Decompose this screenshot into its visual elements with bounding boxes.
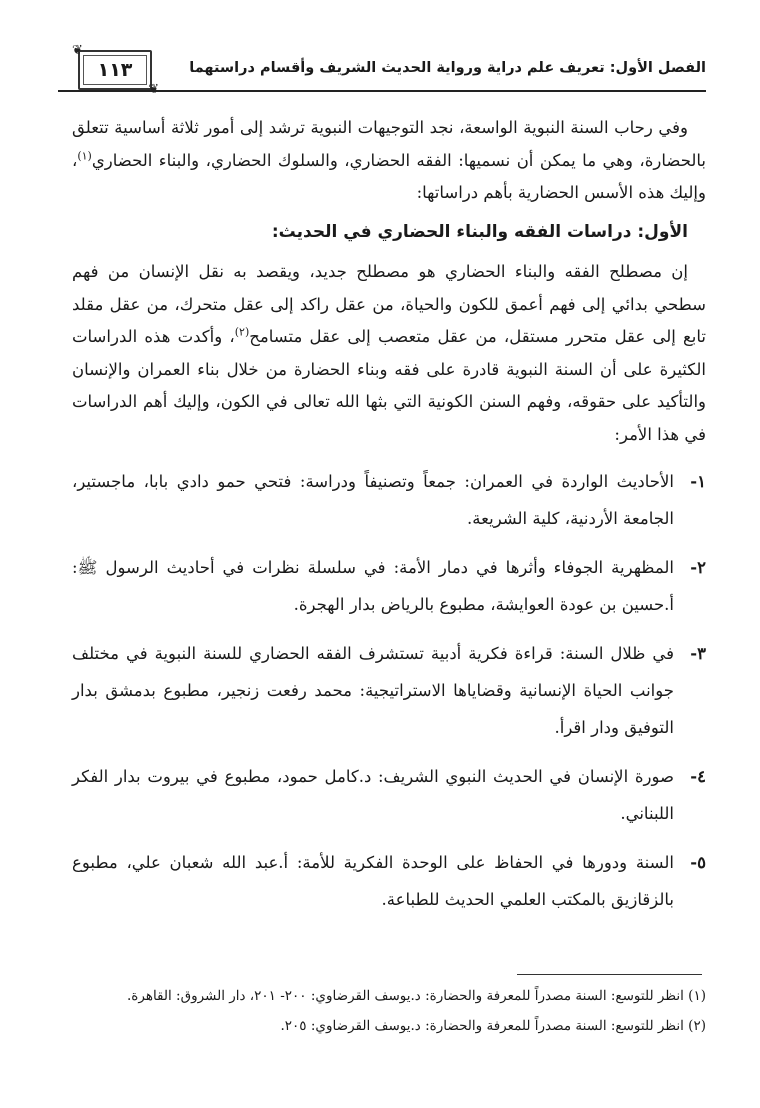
item-number: ١- <box>690 472 706 491</box>
list-item <box>72 635 706 746</box>
item-number: ٢- <box>690 558 706 577</box>
footnote-ref-2: (٢) <box>234 325 250 339</box>
body-paragraph <box>72 256 706 451</box>
page-number-box <box>72 43 152 90</box>
footnote-ref-1: (١) <box>77 149 92 162</box>
body-text-continued: ، وأكدت هذه الدراسات الكثيرة على أن السنة النبوية قادرة على فقه وبناء الحضارة من خلال بناء العمران والإنسان والتأكيد على حقوقه، وفهم السنن الكونية التي بثها الله تعالى في الكون، وإليك أهم الدراسات في هذا الأمر: <box>72 327 706 444</box>
page-number: ١١٣ <box>97 59 133 81</box>
footnotes <box>58 984 706 1044</box>
page-header <box>58 43 706 92</box>
list-item <box>72 844 706 918</box>
list-item <box>72 758 706 832</box>
footnote-2: (٢) انظر للتوسع: السنة مصدراً للمعرفة والحضارة: د.يوسف القرضاوي: ٢٠٥. <box>280 1018 706 1034</box>
list-item <box>72 549 706 623</box>
item-number: ٤- <box>690 767 706 786</box>
corner-ornament-icon: ❦ <box>72 43 83 58</box>
studies-list <box>72 463 706 918</box>
item-text: الأحاديث الواردة في العمران: جمعاً وتصنيفاً ودراسة: فتحي حمو دادي بابا، ماجستير، الجامعة الأردنية، كلية الشريعة. <box>72 472 674 528</box>
intro-text-continued: ، وإليك هذه الأسس الحضارية بأهم دراساتها: <box>72 150 706 202</box>
item-number: ٣- <box>690 644 706 663</box>
footnote-1: (١) انظر للتوسع: السنة مصدراً للمعرفة والحضارة: د.يوسف القرضاوي: ٢٠٠- ٢٠١، دار الشروق: القاهرة. <box>127 988 706 1004</box>
item-text: السنة ودورها في الحفاظ على الوحدة الفكرية للأمة: أ.عبد الله شعبان علي، مطبوع بالزقازيق بالمكتب العلمي الحديث للطباعة. <box>72 853 674 909</box>
item-text: صورة الإنسان في الحديث النبوي الشريف: د.كامل حمود، مطبوع في بيروت بدار الفكر اللبناني. <box>72 767 674 823</box>
item-text: المظهرية الجوفاء وأثرها في دمار الأمة: في سلسلة نظرات في أحاديث الرسول ﷺ: أ.حسين بن عودة العوايشة، مطبوع بالرياض بدار الهجرة. <box>72 558 674 614</box>
item-text: في ظلال السنة: قراءة فكرية أدبية تستشرف الفقه الحضاري للسنة النبوية في مختلف جوانب الحياة الإنسانية وقضاياها الاستراتيجية: محمد رفعت زنجير، مطبوع بدمشق بدار التوفيق ودار اقرأ. <box>72 644 674 737</box>
footnote-divider <box>517 974 702 975</box>
section-heading: الأول: دراسات الفقه والبناء الحضاري في الحديث: <box>271 221 688 242</box>
list-item <box>72 463 706 537</box>
intro-text: وفي رحاب السنة النبوية الواسعة، نجد التوجيهات النبوية ترشد إلى أمور ثلاثة أساسية تتعلق بالحضارة، وهي ما يمكن أن نسميها: الفقه الحضاري، والسلوك الحضاري، والبناء الحضاري <box>72 118 706 170</box>
body-text: إن مصطلح الفقه والبناء الحضاري هو مصطلح جديد، ويقصد به نقل الإنسان من فهم سطحي بدائي إلى فهم أعمق للكون والحياة، من عقل راكد إلى عقل متحرك، من عقل مقلد تابع إلى عقل متحرر مستقل، من عقل متعصب إلى عقل متسامح <box>72 262 707 346</box>
header-divider <box>58 90 706 92</box>
chapter-title: الفصل الأول: تعريف علم دراية ورواية الحديث الشريف وأقسام دراستهما <box>189 60 706 76</box>
item-number: ٥- <box>690 853 706 872</box>
intro-paragraph <box>72 112 706 210</box>
page-content <box>72 112 706 930</box>
